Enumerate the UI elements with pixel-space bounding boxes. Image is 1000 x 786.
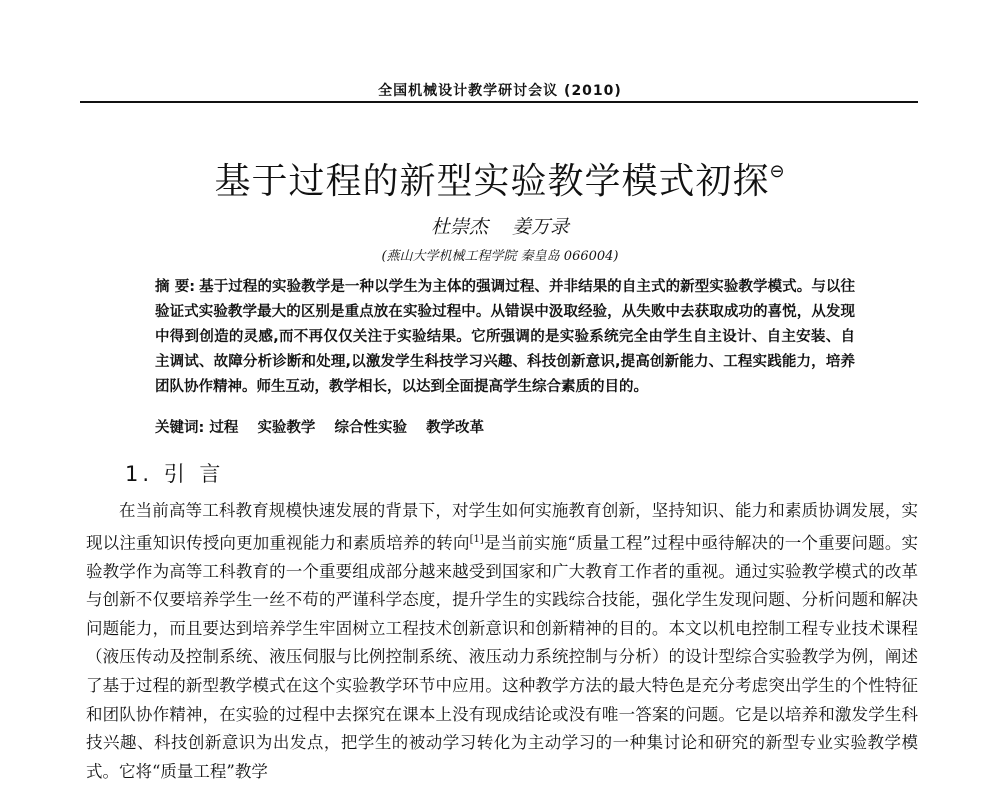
body-paragraph xyxy=(86,497,918,786)
keyword-item: 实验教学 xyxy=(257,420,316,436)
paragraph-text-2: 是当前实施“质量工程”过程中亟待解决的一个重要问题。实验教学作为高等工科教育的一个重要组成部分越来越受到国家和广大教育工作者的重视。通过实验教学模式的改革与创新不仅要培养学生一丝不苟的严谨科学态度，提升学生的实践综合技能，强化学生发现问题、分析问题和解决问题能力，而且要达到培养学生牢固树立工程技术创新意识和创新精神的目的。本文以机电控制工程专业技术课程（液压传动及控制系统、液压伺服与比例控制系统、液压动力系统控制与分析）的设计型综合实验教学为例，阐述了基于过程的新型教学模式在这个实验教学环节中应用。这种教学方法的最大特色是充分考虑突出学生的个性特征和团队协作精神，在实验的过程中去探究在课本上没有现成结论或没有唯一答案的问题。它是以培养和激发学生科技兴趣、科技创新意识为出发点，把学生的被动学习转化为主动学习的一种集讨论和研究的新型专业实验教学模式。它将“质量工程”教学 xyxy=(86,533,919,781)
abstract-text: 基于过程的实验教学是一种以学生为主体的强调过程、并非结果的自主式的新型实验教学模式。与以往验证式实验教学最大的区别是重点放在实验过程中。从错误中汲取经验，从失败中去获取成功的喜悦，从发现中得到创造的灵感,而不再仅仅关注于实验结果。它所强调的是实验系统完全由学生自主设计、自主安装、自主调试、故障分析诊断和处理,以激发学生科技学习兴趣、科技创新意识,提高创新能力、工程实践能力，培养团队协作精神。师生互动，教学相长，以达到全面提高学生综合素质的目的。 xyxy=(155,279,855,395)
running-head: 全国机械设计教学研讨会议 (2010) xyxy=(378,83,622,99)
title-footnote-mark: ⊖ xyxy=(769,161,786,182)
keywords-label: 关键词: xyxy=(155,420,205,436)
authors: 杜崇杰 姜万录 xyxy=(430,216,570,238)
paper-title xyxy=(0,150,1000,204)
section-heading: 1. 引 言 xyxy=(125,462,225,486)
keyword-item: 综合性实验 xyxy=(334,420,407,436)
paragraph-text-1: 在当前高等工科教育规模快速发展的背景下，对学生如何实施教育创新，坚持知识、能力和素质协调发展，实现以注重知识传授向更加重视能力和素质培养的转向 xyxy=(86,501,918,553)
paper-title-text: 基于过程的新型实验教学模式初探 xyxy=(214,161,770,202)
keyword-item: 教学改革 xyxy=(426,420,485,436)
citation-ref: [1] xyxy=(469,533,484,545)
affiliation: (燕山大学机械工程学院 秦皇岛 066004) xyxy=(381,249,619,264)
abstract xyxy=(155,275,855,400)
keywords xyxy=(155,416,855,437)
keyword-item: 过程 xyxy=(209,420,239,436)
abstract-label: 摘 要: xyxy=(155,279,196,295)
header-rule xyxy=(80,101,918,103)
